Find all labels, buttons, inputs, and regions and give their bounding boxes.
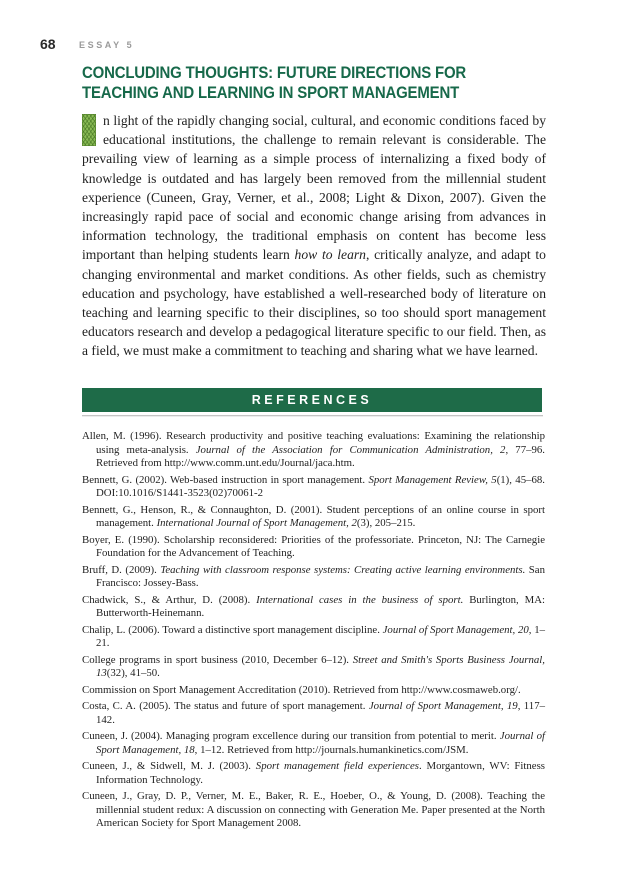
section-title bbox=[82, 63, 552, 102]
reference-item: Bennett, G. (2002). Web-based instruction in sport management. Sport Management Review, 5(1), 45–68. DOI:10.1016/S1441-3523(02)70061-2 bbox=[82, 473, 545, 499]
references-banner bbox=[82, 388, 542, 412]
reference-item: Boyer, E. (1990). Scholarship reconsidered: Priorities of the professoriate. Princeton, NJ: The Carnegie Foundation for the Advancement of Teaching. bbox=[82, 533, 545, 559]
reference-item: Cuneen, J., Gray, D. P., Verner, M. E., Baker, R. E., Hoeber, O., & Young, D. (2008). Teaching the millennial student redux: A discussion on connecting with Generation Me. Paper presented at the North American Society for Sport Management 2008. bbox=[82, 790, 545, 829]
reference-item: Chadwick, S., & Arthur, D. (2008). International cases in the business of sport. Burlington, MA: Butterworth-Heinemann. bbox=[82, 593, 545, 619]
reference-item: Bennett, G., Henson, R., & Connaughton, D. (2001). Student perceptions of an online course in sport management. International Journal of Sport Management, 2(3), 205–215. bbox=[82, 503, 545, 529]
reference-item: Allen, M. (1996). Research productivity and positive teaching evaluations: Examining the relationship using meta-analysis. Journal of the Association for Communication Administration, 2, 77–96. Retrieved from http://www.comm.unt.edu/Journal/jaca.htm. bbox=[82, 430, 545, 469]
reference-item: Chalip, L. (2006). Toward a distinctive sport management discipline. Journal of Sport Management, 20, 1–21. bbox=[82, 623, 546, 649]
reference-list bbox=[82, 430, 545, 834]
section-title-line-2: TEACHING AND LEARNING IN SPORT MANAGEMENT bbox=[82, 82, 460, 102]
reference-item: Cuneen, J. (2004). Managing program excellence during our transition from potential to merit. Journal of Sport Management, 18, 1–12. Retrieved from http://journals.humankinetics.com/JSM. bbox=[82, 730, 545, 756]
banner-underline bbox=[82, 415, 543, 416]
dropcap-ornament-icon bbox=[82, 114, 96, 146]
reference-item: Costa, C. A. (2005). The status and future of sport management. Journal of Sport Management, 19, 117–142. bbox=[82, 700, 545, 726]
reference-item: Bruff, D. (2009). Teaching with classroom response systems: Creating active learning environments. San Francisco: Jossey-Bass. bbox=[82, 563, 545, 589]
section-title-line-1: CONCLUDING THOUGHTS: FUTURE DIRECTIONS FOR bbox=[82, 63, 467, 82]
intro-paragraph bbox=[82, 111, 546, 361]
reference-item: Commission on Sport Management Accreditation (2010). Retrieved from http://www.cosmaweb.org/. bbox=[82, 683, 521, 696]
running-head: ESSAY 5 bbox=[79, 40, 135, 50]
reference-item: Cuneen, J., & Sidwell, M. J. (2003). Sport management field experiences. Morgantown, WV: Fitness Information Technology. bbox=[82, 760, 545, 786]
intro-paragraph-text: n light of the rapidly changing social, cultural, and economic conditions faced by educational institutions, the challenge to remain relevant is considerable. The prevailing view of learning as a simple process of internalizing a fixed body of knowledge is outdated and has largely been removed from the millennial student experience (Cuneen, Gray, Verner, et al., 2008; Light & Dixon, 2007). Given the increasingly rapid pace of social and economic change arising from advances in information technology, the traditional emphasis on content has become less important than helping students learn how to learn, critically analyze, and adapt to changing environmental and market conditions. As other fields, such as chemistry education and psychology, have established a well-researched body of literature on teaching and learning specific to their disciplines, so too should sport management educators research and develop a pedagogical literature specific to our field. Then, as a field, we must make a commitment to teaching and sharing what we have learned. bbox=[82, 113, 546, 359]
reference-item: College programs in sport business (2010, December 6–12). Street and Smith's Sports Business Journal, 13(32), 41–50. bbox=[82, 653, 545, 679]
references-heading: REFERENCES bbox=[251, 393, 373, 407]
page-number: 68 bbox=[40, 36, 56, 52]
